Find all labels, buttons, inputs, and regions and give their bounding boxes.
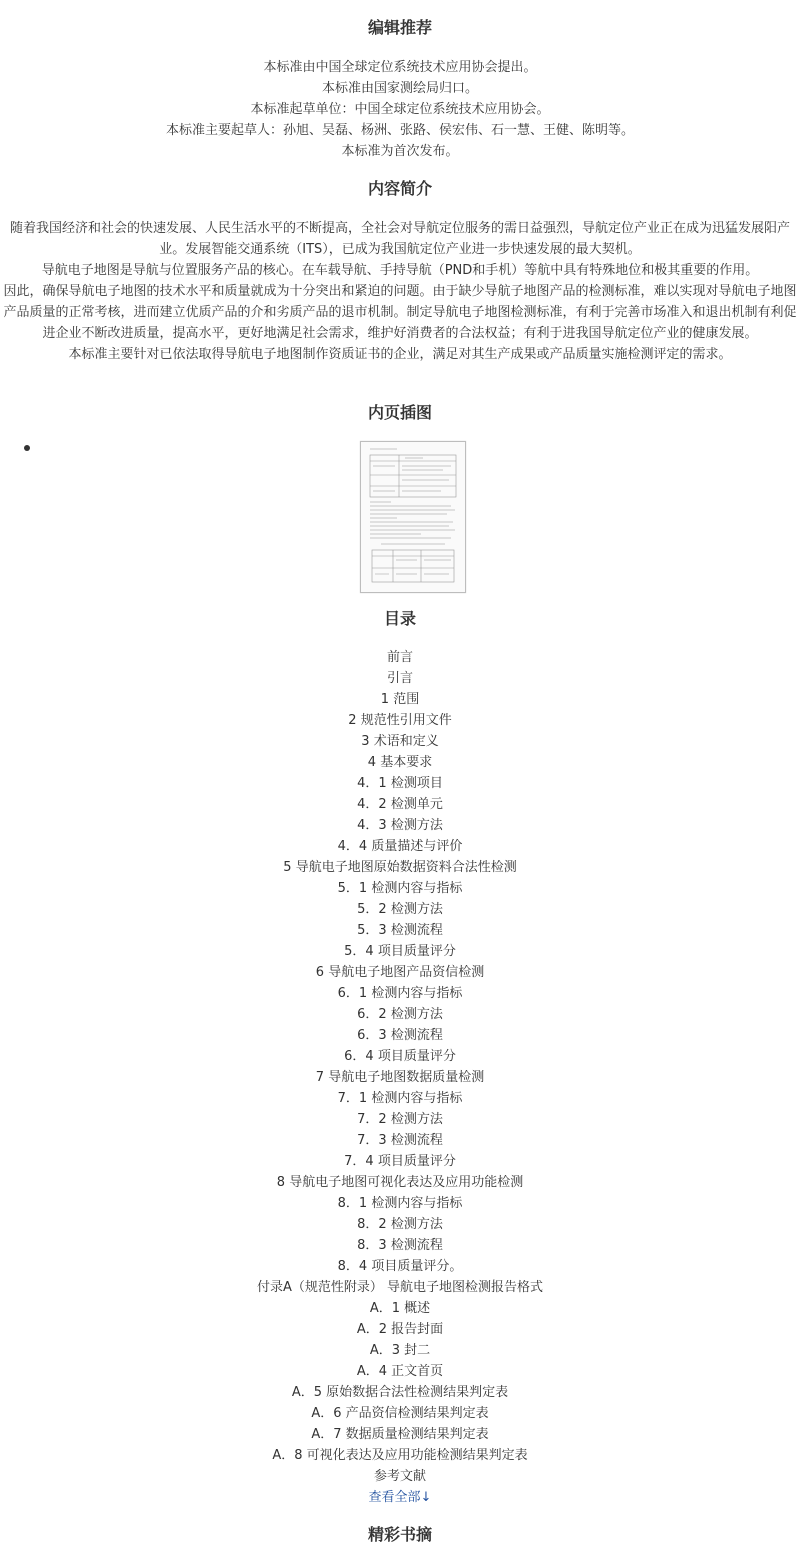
toc-item: 4．3 检测方法 [357, 818, 443, 833]
toc-item: 7 导航电子地图数据质量检测 [315, 1070, 485, 1085]
toc-item: 6．1 检测内容与指标 [337, 986, 463, 1001]
toc-item: 6．4 项目质量评分 [344, 1049, 456, 1064]
recommend-line: 本标准由国家测绘局归口。 [321, 81, 478, 96]
toc-item: 5．3 检测流程 [357, 923, 443, 938]
toc-item: 8．2 检测方法 [357, 1217, 443, 1232]
toc-item: A．5 原始数据合法性检测结果判定表 [291, 1385, 509, 1400]
thumbnail-page-svg [361, 442, 465, 592]
toc-item: A．2 报告封面 [356, 1322, 444, 1337]
toc-item: 8．3 检测流程 [357, 1238, 443, 1253]
toc-item: A．6 产品资信检测结果判定表 [311, 1406, 489, 1421]
toc-item: A．1 概述 [369, 1301, 431, 1316]
toc-item: 4．1 检测项目 [357, 776, 443, 791]
section-title-toc: 目录 [383, 609, 416, 628]
intro-paragraph: 随着我国经济和社会的快速发展、人民生活水平的不断提高，全社会对导航定位服务的需日益强烈，导航定位产业正在成为迅猛发展阳产业。发展智能交通系统（ITS），已成为我国航定位产业进一步快速发展的最大契机。 [9, 221, 790, 257]
document-page-thumbnail-icon[interactable] [360, 441, 466, 593]
toc-item: 7．4 项目质量评分 [344, 1154, 456, 1169]
toc-item: A．3 封二 [369, 1343, 431, 1358]
intro-paragraph: 导航电子地图是导航与位置服务产品的核心。在车载导航、手持导航（PND和手机）等航中具有特殊地位和极其重要的作用。 [41, 263, 759, 278]
toc-item: 4．2 检测单元 [357, 797, 443, 812]
toc-item: A．8 可视化表达及应用功能检测结果判定表 [272, 1448, 528, 1463]
section-title-images: 内页插图 [367, 403, 432, 422]
view-all-link[interactable]: 查看全部↓ [368, 1490, 432, 1505]
toc-item: 4 基本要求 [367, 755, 433, 770]
toc-item: A．4 正文首页 [356, 1364, 444, 1379]
toc-item: A．7 数据质量检测结果判定表 [311, 1427, 489, 1442]
toc-item: 前言 [386, 650, 413, 665]
toc-list [0, 647, 800, 1508]
section-title-digest: 精彩书摘 [367, 1525, 432, 1544]
toc-item: 5．2 检测方法 [357, 902, 443, 917]
toc-item: 1 范围 [380, 692, 420, 707]
recommend-content [0, 57, 800, 162]
toc-item: 7．1 检测内容与指标 [337, 1091, 463, 1106]
toc-item: 4．4 质量描述与评价 [337, 839, 463, 854]
toc-item: 5．4 项目质量评分 [344, 944, 456, 959]
toc-item: 6．3 检测流程 [357, 1028, 443, 1043]
recommend-line: 本标准为首次发布。 [341, 144, 459, 159]
toc-item: 8 导航电子地图可视化表达及应用功能检测 [276, 1175, 524, 1190]
recommend-line: 本标准起草单位：中国全球定位系统技术应用协会。 [250, 102, 550, 117]
toc-item: 8．4 项目质量评分。 [337, 1259, 463, 1274]
inner-images-list [0, 441, 800, 593]
toc-item: 参考文献 [373, 1469, 426, 1484]
toc-item: 5 导航电子地图原始数据资料合法性检测 [283, 860, 517, 875]
recommend-line: 本标准主要起草人：孙旭、吴磊、杨洲、张路、侯宏伟、石一慧、王健、陈明等。 [165, 123, 634, 138]
toc-item: 引言 [386, 671, 413, 686]
toc-item: 5．1 检测内容与指标 [337, 881, 463, 896]
toc-item: 7．3 检测流程 [357, 1133, 443, 1148]
recommend-line: 本标准由中国全球定位系统技术应用协会提出。 [263, 60, 537, 75]
toc-item: 付录A（规范性附录） 导航电子地图检测报告格式 [256, 1280, 544, 1295]
toc-item: 8．1 检测内容与指标 [337, 1196, 463, 1211]
toc-item: 3 术语和定义 [361, 734, 439, 749]
toc-item: 6．2 检测方法 [357, 1007, 443, 1022]
toc-item: 6 导航电子地图产品资信检测 [315, 965, 485, 980]
intro-content [0, 218, 800, 365]
list-bullet-icon [24, 445, 30, 451]
toc-item: 7．2 检测方法 [357, 1112, 443, 1127]
intro-paragraph: 本标准主要针对已依法取得导航电子地图制作资质证书的企业，满足对其生产成果或产品质量实施检测评定的需求。 [68, 347, 732, 362]
intro-paragraph: 因此，确保导航电子地图的技术水平和质量就成为十分突出和紧迫的问题。由于缺少导航子地图产品的检测标准，难以实现对导航电子地图产品质量的正常考核，进而建立优质产品的介和劣质产品的退市机制。制定导航电子地图检测标准，有利于完善市场准入和退出机制有利促进企业不断改进质量，提高水平，更好地满足社会需求，维护好消费者的合法权益；有利于进我国导航定位产业的健康发展。 [3, 284, 797, 341]
section-title-recommend: 编辑推荐 [367, 18, 432, 37]
toc-item: 2 规范性引用文件 [348, 713, 452, 728]
section-title-intro: 内容简介 [367, 179, 432, 198]
